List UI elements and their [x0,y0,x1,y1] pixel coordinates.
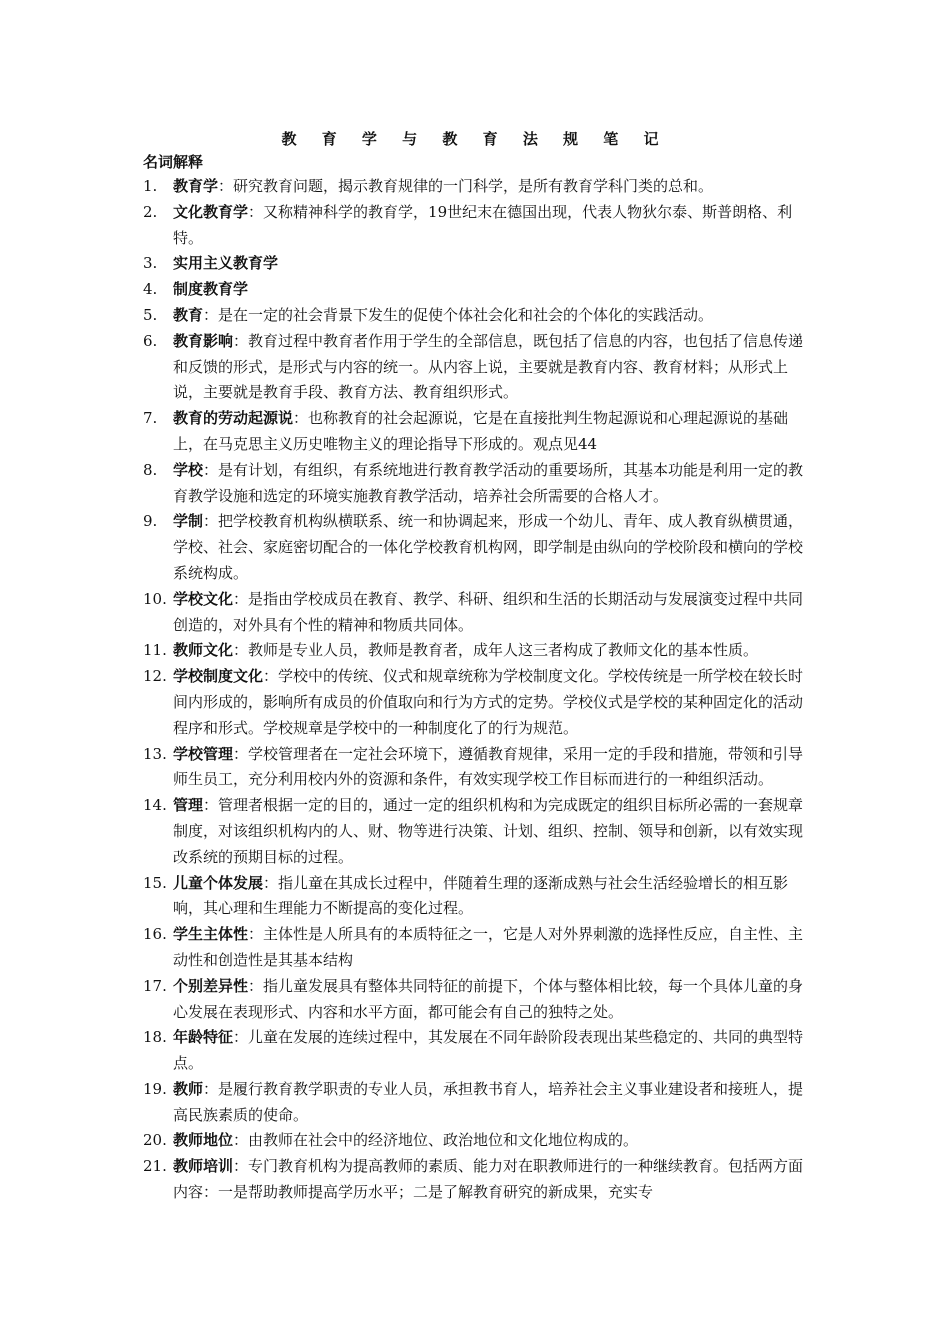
definition-entry [143,329,811,406]
definition-entry [143,638,811,664]
entry-term: 教师地位 [173,1131,234,1150]
definition-entry [143,277,811,303]
entry-term: 教育的劳动起源说 [173,409,294,428]
entry-term: 教师文化 [173,641,234,660]
entry-number: 14. [143,796,167,815]
entry-separator: ： [293,409,309,428]
definition-list [143,174,811,1206]
entry-number: 11. [143,641,167,660]
entry-separator: ： [248,202,264,221]
entry-term: 制度教育学 [173,280,249,299]
entry-term: 个别差异性 [173,976,249,995]
entry-number: 17. [143,976,167,995]
definition-entry [143,742,811,794]
entry-separator: ： [233,744,249,763]
entry-description: 是履行教育教学职责的专业人员，承担教书育人，培养社会主义事业建设者和接班人，提高民族素质的使命。 [173,1079,804,1124]
entry-term: 实用主义教育学 [173,254,279,273]
entry-separator: ： [203,460,219,479]
entry-term: 学校 [173,460,204,479]
entry-term: 教师培训 [173,1157,234,1176]
entry-number: 18. [143,1028,167,1047]
definition-entry [143,1154,811,1206]
entry-number: 3. [143,254,158,273]
definition-entry [143,1077,811,1129]
entry-term: 学校制度文化 [173,667,264,686]
entry-term: 学生主体性 [173,925,249,944]
entry-description: 教育过程中教育者作用于学生的全部信息，既包括了信息的内容，也包括了信息传递和反馈的形式，是形式与内容的统一。从内容上说，主要就是教育内容、教育材料；从形式上说，主要就是教育手段、教育方法、教育组织形式。 [173,331,804,402]
entry-description: 指儿童在其成长过程中，伴随着生理的逐渐成熟与社会生活经验增长的相互影响，其心理和生理能力不断提高的变化过程。 [173,873,789,918]
entry-term: 教育影响 [173,331,234,350]
entry-description: 主体性是人所具有的本质特征之一，它是人对外界刺激的选择性反应，自主性、主动性和创造性是其基本结构 [173,925,804,969]
entry-separator: ： [203,512,219,531]
entry-term: 管理 [173,796,204,815]
entry-number: 5. [143,305,158,324]
definition-entry [143,793,811,870]
entry-description: 专门教育机构为提高教师的素质、能力对在职教师进行的一种继续教育。包括两方面内容：一是帮助教师提高学历水平；二是了解教育研究的新成果，充实专 [173,1157,804,1202]
entry-term: 教育 [173,305,204,324]
entry-number: 12. [143,667,167,686]
entry-number: 13. [143,744,167,763]
entry-separator: ： [203,1079,219,1098]
entry-separator: ： [233,589,249,608]
entry-description: 管理者根据一定的目的，通过一定的组织机构和为完成既定的组织目标所必需的一套规章制度，对该组织机构内的人、财、物等进行决策、计划、组织、控制、领导和创新，以有效实现改系统的预期目标的过程。 [173,796,804,866]
entry-term: 教育学 [173,177,219,195]
definition-entry [143,1025,811,1077]
entry-separator: ： [263,873,279,892]
entry-number: 21. [143,1157,167,1176]
entry-separator: ： [203,796,219,815]
entry-number: 9. [143,512,158,531]
entry-term: 年龄特征 [173,1028,234,1047]
entry-description: 研究教育问题，揭示教育规律的一门科学，是所有教育学科门类的总和。 [233,177,714,195]
entry-number: 19. [143,1079,167,1098]
entry-term: 文化教育学 [173,202,249,221]
entry-separator: ： [263,667,279,686]
entry-term: 教师 [173,1079,204,1098]
entry-separator: ： [248,925,264,944]
entry-separator: ： [218,177,234,195]
entry-term: 学校文化 [173,589,234,608]
definition-entry [143,587,811,639]
entry-term: 儿童个体发展 [173,873,264,892]
entry-term: 学校管理 [173,744,234,763]
entry-description: 由教师在社会中的经济地位、政治地位和文化地位构成的。 [248,1131,639,1150]
entry-description: 学校管理者在一定社会环境下，遵循教育规律，采用一定的手段和措施，带领和引导师生员工，充分利用校内外的资源和条件，有效实现学校工作目标而进行的一种组织活动。 [173,744,804,789]
entry-description: 把学校教育机构纵横联系、统一和协调起来，形成一个幼儿、青年、成人教育纵横贯通，学校、社会、家庭密切配合的一体化学校教育机构网，即学制是由纵向的学校阶段和横向的学校系统构成。 [173,512,804,582]
entry-description: 教师是专业人员，教师是教育者，成年人这三者构成了教师文化的基本性质。 [248,641,759,660]
definition-entry [143,200,811,252]
entry-number: 4. [143,280,158,299]
entry-number: 10. [143,589,167,608]
entry-number: 16. [143,925,167,944]
entry-number: 2. [143,202,158,221]
definition-entry [143,922,811,974]
entry-description: 儿童在发展的连续过程中，其发展在不同年龄阶段表现出某些稳定的、共同的典型特点。 [173,1028,804,1073]
entry-number: 7. [143,409,158,428]
entry-separator: ： [233,1157,249,1176]
entry-number: 20. [143,1131,167,1150]
definition-entry [143,303,811,329]
definition-entry [143,664,811,741]
definition-entry [143,251,811,277]
entry-description: 学校中的传统、仪式和规章统称为学校制度文化。学校传统是一所学校在较长时间内形成的，影响所有成员的价值取向和行为方式的定势。学校仪式是学校的某种固定化的活动程序和形式。学校规章是学校中的一种制度化了的行为规范。 [173,667,804,737]
entry-description: 又称精神科学的教育学，19世纪末在德国出现，代表人物狄尔泰、斯普朗格、利特。 [173,202,793,247]
definition-entry [143,458,811,510]
document-title: 教 育 学 与 教 育 法 规 笔 记 [281,130,669,148]
entry-number: 1. [143,177,158,195]
section-heading: 名词解释 [143,153,204,171]
entry-number: 15. [143,873,167,892]
definition-entry [143,871,811,923]
entry-separator: ： [233,1131,249,1150]
entry-separator: ： [233,331,249,350]
definition-entry [143,406,811,458]
entry-description: 是指由学校成员在教育、教学、科研、组织和生活的长期活动与发展演变过程中共同创造的，对外具有个性的精神和物质共同体。 [173,589,804,634]
entry-separator: ： [233,1028,249,1047]
entry-separator: ： [203,305,219,324]
entry-number: 6. [143,331,158,350]
entry-separator: ： [233,641,249,660]
definition-entry [143,974,811,1026]
entry-term: 学制 [173,512,204,531]
entry-description: 是有计划，有组织，有系统地进行教育教学活动的重要场所，其基本功能是利用一定的教育教学设施和选定的环境实施教育教学活动，培养社会所需要的合格人才。 [173,460,804,505]
definition-entry [143,1128,811,1154]
definition-entry [143,174,811,200]
entry-number: 8. [143,460,158,479]
entry-separator: ： [248,976,264,995]
entry-description: 指儿童发展具有整体共同特征的前提下，个体与整体相比较，每一个具体儿童的身心发展在表现形式、内容和水平方面，都可能会有自己的独特之处。 [173,976,804,1021]
entry-description: 是在一定的社会背景下发生的促使个体社会化和社会的个体化的实践活动。 [218,305,714,324]
entry-description: 也称教育的社会起源说，它是在直接批判生物起源说和心理起源说的基础上，在马克思主义历史唯物主义的理论指导下形成的。观点见44 [173,409,789,453]
definition-entry [143,509,811,586]
